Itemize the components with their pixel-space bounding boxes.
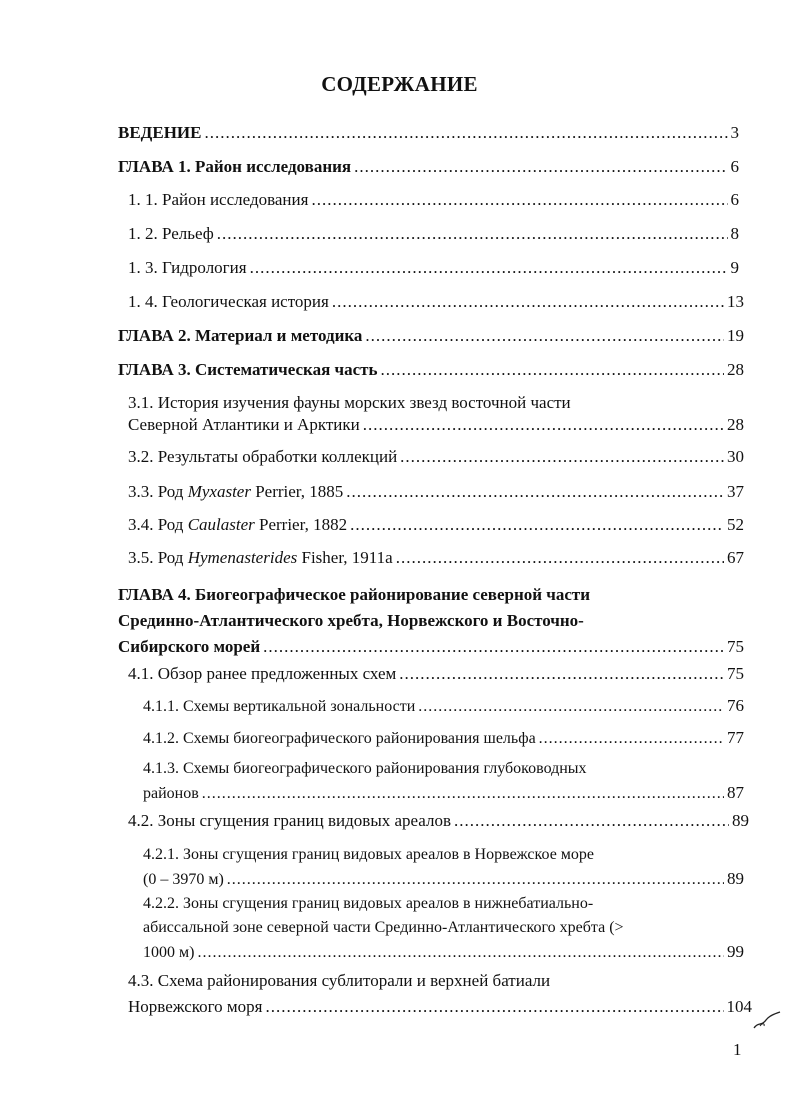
toc-entry-page: 37 bbox=[727, 482, 744, 501]
toc-leader bbox=[205, 122, 728, 144]
toc-leader bbox=[354, 156, 727, 178]
toc-leader bbox=[454, 810, 729, 832]
toc-entry-chapter-1 bbox=[118, 156, 739, 178]
toc-leader bbox=[399, 663, 724, 685]
toc-entry-chapter-4 bbox=[118, 582, 744, 660]
toc-entry-page: 19 bbox=[727, 326, 744, 345]
toc-leader bbox=[217, 223, 728, 245]
toc-entry-label: Сибирского морей bbox=[118, 637, 261, 656]
toc-entry-4-1-1 bbox=[143, 695, 744, 718]
toc-entry-4-2-1 bbox=[143, 843, 744, 892]
toc-entry-label: 4.1.2. Схемы биогеографического районирования шельфа bbox=[143, 730, 536, 747]
page-title: СОДЕРЖАНИЕ bbox=[321, 72, 478, 96]
toc-leader bbox=[263, 634, 724, 660]
toc-entry-label bbox=[128, 481, 343, 503]
toc-entry-3-5 bbox=[128, 547, 744, 569]
toc-leader bbox=[381, 359, 724, 381]
toc-entry-1-1 bbox=[128, 189, 739, 211]
toc-entry-page: 77 bbox=[727, 728, 744, 747]
toc-leader bbox=[202, 782, 724, 806]
toc-leader bbox=[250, 257, 728, 279]
toc-entry-label: (0 – 3970 м) bbox=[143, 871, 224, 888]
toc-entry-label: 1. 2. Рельеф bbox=[128, 224, 214, 243]
toc-entry-label: 1000 м) bbox=[143, 944, 195, 961]
toc-entry-1-4 bbox=[128, 291, 744, 313]
toc-entry-author: Perrier, 1882 bbox=[254, 515, 348, 534]
toc-entry-4-1 bbox=[128, 663, 744, 685]
toc-entry-line: Срединно-Атлантического хребта, Норвежского и Восточно- bbox=[118, 611, 584, 630]
toc-entry-4-2-2 bbox=[143, 892, 744, 965]
toc-entry-label: 4.1. Обзор ранее предложенных схем bbox=[128, 664, 397, 683]
toc-entry-page: 67 bbox=[727, 548, 744, 567]
toc-entry-page: 3 bbox=[730, 123, 739, 142]
toc-entry-prefix: 3.5. Род bbox=[128, 548, 188, 567]
toc-leader bbox=[266, 994, 724, 1020]
toc-entry-page: 13 bbox=[727, 292, 744, 311]
toc-entry-line: абиссальной зоне северной части Срединно-Атлантического хребта (> bbox=[143, 919, 624, 936]
toc-leader bbox=[197, 941, 724, 965]
genus-name: Caulaster bbox=[187, 515, 255, 534]
toc-entry-label: Норвежского моря bbox=[128, 997, 263, 1016]
toc-leader bbox=[365, 325, 724, 347]
toc-entry-3-2 bbox=[128, 446, 744, 468]
toc-entry-1-2 bbox=[128, 223, 739, 245]
toc-leader bbox=[227, 868, 724, 892]
toc-entry-line: 4.2.1. Зоны сгущения границ видовых ареалов в Норвежское море bbox=[143, 846, 595, 863]
toc-entry-page: 75 bbox=[727, 664, 744, 683]
genus-name: Hymenasterides bbox=[187, 548, 298, 567]
toc-entry-label: 1. 1. Район исследования bbox=[128, 190, 309, 209]
toc-entry-page: 89 bbox=[732, 811, 749, 830]
toc-entry-line: 3.1. История изучения фауны морских звезд восточной части bbox=[128, 393, 571, 412]
toc-entry-label: ГЛАВА 3. Систематическая часть bbox=[118, 360, 378, 379]
toc-leader bbox=[350, 514, 724, 536]
toc-entry-chapter-3 bbox=[118, 359, 744, 381]
toc-entry-page: 30 bbox=[727, 447, 744, 466]
toc-entry-introduction bbox=[118, 122, 739, 144]
toc-entry-4-1-2 bbox=[143, 727, 744, 750]
toc-entry-4-2 bbox=[128, 810, 749, 832]
toc-entry-1-3 bbox=[128, 257, 739, 279]
toc-leader bbox=[346, 481, 724, 503]
toc-entry-page: 75 bbox=[727, 637, 744, 656]
toc-leader bbox=[418, 696, 724, 718]
toc-entry-3-3 bbox=[128, 481, 744, 503]
toc-entry-3-1 bbox=[128, 392, 744, 436]
toc-entry-label: 1. 4. Геологическая история bbox=[128, 292, 329, 311]
toc-entry-page: 28 bbox=[727, 360, 744, 379]
toc-entry-author: Perrier, 1885 bbox=[250, 482, 344, 501]
toc-entry-label: 4.1.1. Схемы вертикальной зональности bbox=[143, 698, 416, 715]
handwritten-mark-icon bbox=[752, 1010, 782, 1032]
toc-entry-line: ГЛАВА 4. Биогеографическое районирование северной части bbox=[118, 585, 591, 604]
toc-entry-page: 89 bbox=[727, 869, 744, 888]
toc-entry-line: 4.3. Схема районирования сублиторали и верхней батиали bbox=[128, 971, 551, 990]
toc-leader bbox=[332, 291, 724, 313]
toc-entry-label bbox=[128, 547, 393, 569]
toc-entry-4-3 bbox=[128, 968, 752, 1020]
genus-name: Myxaster bbox=[187, 482, 251, 501]
toc-entry-chapter-2 bbox=[118, 325, 744, 347]
toc-entry-4-1-3 bbox=[143, 757, 744, 806]
toc-entry-page: 6 bbox=[730, 157, 739, 176]
toc-entry-line: 4.1.3. Схемы биогеографического районирования глубоководных bbox=[143, 760, 587, 777]
toc-entry-page: 99 bbox=[727, 942, 744, 961]
toc-entry-page: 28 bbox=[727, 415, 744, 434]
toc-leader bbox=[363, 414, 724, 436]
toc-entry-page: 8 bbox=[730, 224, 739, 243]
toc-entry-author: Fisher, 1911a bbox=[297, 548, 393, 567]
page-number: 1 bbox=[733, 1040, 742, 1059]
toc-entry-line: 4.2.2. Зоны сгущения границ видовых ареалов в нижнебатиально- bbox=[143, 895, 594, 912]
toc-entry-label: ГЛАВА 1. Район исследования bbox=[118, 157, 352, 176]
toc-entry-label: ГЛАВА 2. Материал и методика bbox=[118, 326, 363, 345]
toc-entry-page: 104 bbox=[726, 997, 752, 1016]
toc-entry-label: районов bbox=[143, 785, 199, 802]
toc-entry-3-4 bbox=[128, 514, 744, 536]
toc-entry-prefix: 3.4. Род bbox=[128, 515, 188, 534]
toc-entry-prefix: 3.3. Род bbox=[128, 482, 188, 501]
toc-leader bbox=[311, 189, 727, 211]
toc-entry-page: 52 bbox=[727, 515, 744, 534]
toc-entry-label: Северной Атлантики и Арктики bbox=[128, 415, 360, 434]
toc-leader bbox=[396, 547, 724, 569]
toc-entry-label: 3.2. Результаты обработки коллекций bbox=[128, 447, 398, 466]
toc-entry-page: 9 bbox=[730, 258, 739, 277]
toc-entry-page: 6 bbox=[730, 190, 739, 209]
toc-entry-label bbox=[128, 514, 347, 536]
toc-leader bbox=[539, 728, 724, 750]
toc-leader bbox=[400, 446, 724, 468]
toc-entry-label: 4.2. Зоны сгущения границ видовых ареалов bbox=[128, 811, 451, 830]
toc-entry-label: 1. 3. Гидрология bbox=[128, 258, 247, 277]
toc-entry-page: 76 bbox=[727, 696, 744, 715]
toc-entry-page: 87 bbox=[727, 783, 744, 802]
toc-entry-label: ВЕДЕНИЕ bbox=[118, 123, 202, 142]
